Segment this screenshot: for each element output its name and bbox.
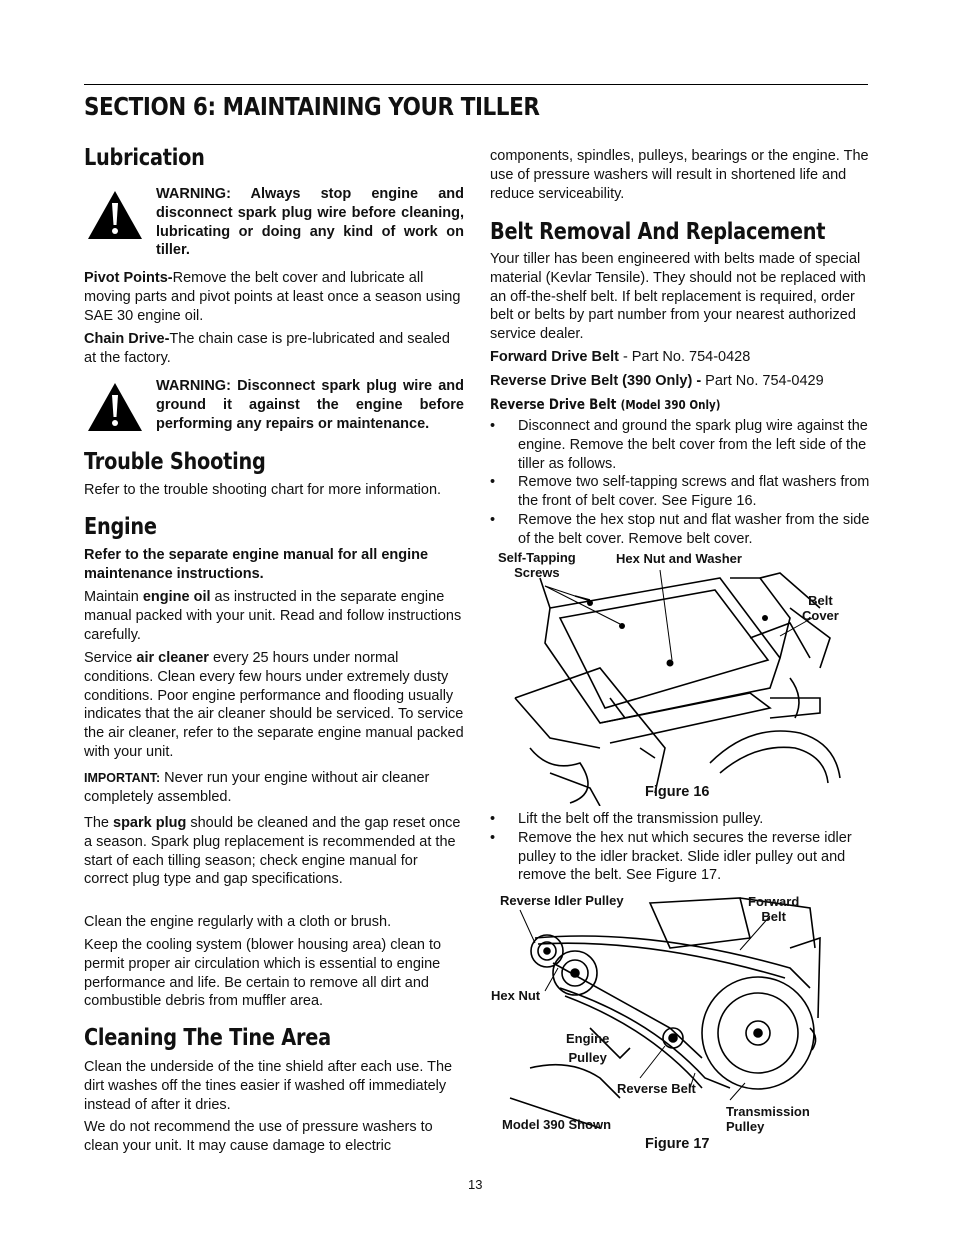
reverse-drive-subheading: [490, 397, 817, 413]
clean-engine-paragraph: Clean the engine regularly with a cloth or brush.: [84, 914, 392, 930]
air-cleaner-text-a: Service: [84, 650, 137, 666]
engine-oil-bold: engine oil: [142, 589, 211, 605]
spark-plug-text-a: The: [84, 815, 114, 831]
warning-block-2: [84, 377, 464, 457]
belt-removal-heading: Belt Removal And Replacement: [490, 219, 826, 245]
figure-17-caption: Figure 17: [645, 1136, 710, 1152]
belt-steps-list-2: [490, 810, 870, 885]
spark-plug-paragraph: [84, 814, 464, 889]
list-item: • Lift the belt off the transmission pulley.: [490, 810, 870, 829]
fig17-label-engine-pulley: [566, 1029, 609, 1067]
fig17-label-engine-line1: Engine: [566, 1031, 610, 1046]
chain-drive-label: Chain Drive-: [84, 331, 170, 347]
section-title: SECTION 6: MAINTAINING YOUR TILLER: [84, 92, 540, 121]
warning-triangle-icon: [86, 189, 144, 241]
fig17-label-engine-line2: Pulley: [568, 1050, 607, 1065]
reverse-belt-part: [490, 372, 870, 391]
fig17-label-trans-line2: Pulley: [726, 1119, 765, 1134]
lubrication-heading: Lubrication: [84, 145, 205, 171]
forward-belt-label: Forward Drive Belt: [490, 349, 619, 365]
spark-plug-bold: spark plug: [113, 815, 187, 831]
reverse-belt-number: Part No. 754-0429: [701, 373, 824, 389]
reverse-drive-subheading-text: Reverse Drive Belt: [490, 397, 617, 413]
fig16-label-hexnut: Hex Nut and Washer: [616, 551, 742, 566]
belt-intro-paragraph: Your tiller has been engineered with belts made of special material (Kevlar Tensile). They should not be replaced with an off-the-shelf belt. If belt replacement is required, order belt or belts by part number from your nearest authorized service dealer.: [490, 251, 866, 343]
engine-oil-text-a: Maintain: [84, 589, 143, 605]
top-rule: [84, 84, 868, 85]
warning-text-1: WARNING: Always stop engine and disconnect spark plug wire before cleaning, lubricating or doing any kind of work on tiller.: [156, 186, 464, 259]
fig17-label-trans-line1: Transmission: [726, 1104, 810, 1119]
trouble-shooting-heading: Trouble Shooting: [84, 449, 266, 475]
warning-text-2: WARNING: Disconnect spark plug wire and ground it against the engine before performing any repairs or maintenance.: [156, 378, 464, 432]
chain-drive-text: The chain case is pre-lubricated and sealed at the factory.: [84, 331, 450, 366]
fig17-label-reverse-belt: Reverse Belt: [617, 1081, 696, 1096]
fig17-label-model: Model 390 Shown: [502, 1117, 612, 1132]
engine-oil-text-c: as instructed in the separate engine manual packed with your unit. Read and follow instructions carefully.: [84, 589, 462, 643]
important-label: IMPORTANT:: [84, 771, 161, 785]
pivot-points-label: Pivot Points-: [84, 270, 173, 286]
figure-17: [490, 888, 870, 1158]
list-item: • Remove the hex stop nut and flat washer from the side of the belt cover. Remove belt cover.: [490, 511, 870, 549]
page-number: 13: [468, 1177, 483, 1192]
pivot-points-paragraph: [84, 269, 464, 325]
chain-drive-paragraph: [84, 330, 464, 368]
fig17-label-forward-line2: Belt: [761, 909, 786, 924]
warning-triangle-icon: [86, 381, 144, 433]
engine-heading: Engine: [84, 514, 157, 540]
engine-bold-intro: Refer to the separate engine manual for all engine maintenance instructions.: [84, 547, 429, 582]
fig16-label-screws-line1: Self-Tapping: [498, 550, 576, 565]
forward-belt-number: - Part No. 754-0428: [618, 349, 751, 365]
figure-16-caption: Figure 16: [645, 784, 710, 800]
tine-paragraph-2: We do not recommend the use of pressure washers to clean your unit. It may cause damage to electric: [84, 1119, 433, 1154]
figure-16-belt-cover-illustration: [490, 548, 870, 806]
list-item: • Disconnect and ground the spark plug wire against the engine. Remove the belt cover from the left side of the tiller as follows.: [490, 417, 870, 473]
belt-steps-list-1: [490, 417, 870, 549]
fig16-label-screws-line2: Screws: [514, 565, 560, 580]
tine-area-heading: Cleaning The Tine Area: [84, 1025, 331, 1051]
important-text: Never run your engine without air cleaner completely assembled.: [84, 770, 430, 805]
reverse-belt-label: Reverse Drive Belt (390 Only) -: [490, 373, 702, 389]
list-item: • Remove the hex nut which secures the reverse idler pulley to the idler bracket. Slide idler pulley out and remove the belt. See Figure 17.: [490, 829, 870, 885]
fig17-label-forward-belt: [748, 894, 799, 924]
warning-block-1: [84, 185, 464, 265]
tine-paragraph-1: Clean the underside of the tine shield after each use. The dirt washes off the tines easier if washed off immediately instead of after it dries.: [84, 1059, 453, 1113]
fig16-label-belt-line1: Belt: [808, 593, 833, 608]
pivot-points-text: Remove the belt cover and lubricate all moving parts and pivot points at least once a season using SAE 30 engine oil.: [84, 270, 461, 324]
forward-belt-part: [490, 348, 870, 367]
cooling-system-paragraph: Keep the cooling system (blower housing area) clean to permit proper air circulation which is essential to engine performance and life. Be certain to remove all dirt and combustible debris from muffler area.: [84, 937, 442, 1010]
fig16-label-belt-line2: Cover: [802, 608, 839, 623]
tine-paragraph-2-continued: components, spindles, pulleys, bearings or the engine. The use of pressure washers will result in shortened life and reduce serviceability.: [490, 148, 869, 202]
fig17-label-idler: Reverse Idler Pulley: [500, 893, 624, 908]
fig16-label-belt-cover: [802, 593, 839, 623]
spark-plug-text-c: should be cleaned and the gap reset once a season. Spark plug replacement is recommended at the start of each tilling season; check engine manual for correct plug type and gap specifications.: [84, 815, 461, 888]
fig16-label-screws: [498, 550, 576, 580]
important-paragraph: [84, 769, 464, 807]
air-cleaner-paragraph: [84, 649, 464, 762]
trouble-shooting-text: Refer to the trouble shooting chart for more information.: [84, 482, 442, 498]
air-cleaner-bold: air cleaner: [136, 650, 209, 666]
engine-oil-paragraph: [84, 588, 464, 644]
fig17-label-transmission: [726, 1104, 810, 1134]
fig17-label-forward-line1: Forward: [748, 894, 800, 909]
figure-16: [490, 548, 870, 806]
list-item: • Remove two self-tapping screws and flat washers from the front of belt cover. See Figure 16.: [490, 473, 870, 511]
fig17-label-hexnut: Hex Nut: [491, 988, 541, 1003]
reverse-drive-subheading-model: (Model 390 Only): [620, 398, 721, 412]
air-cleaner-text-c: every 25 hours under normal conditions. Clean every few hours under extremely dusty conditions. Poor engine performance and flooding usually indicates that the air cleaner should be serviced. To service the air cleaner, refer to the separate engine manual packed with your unit.: [84, 650, 464, 760]
